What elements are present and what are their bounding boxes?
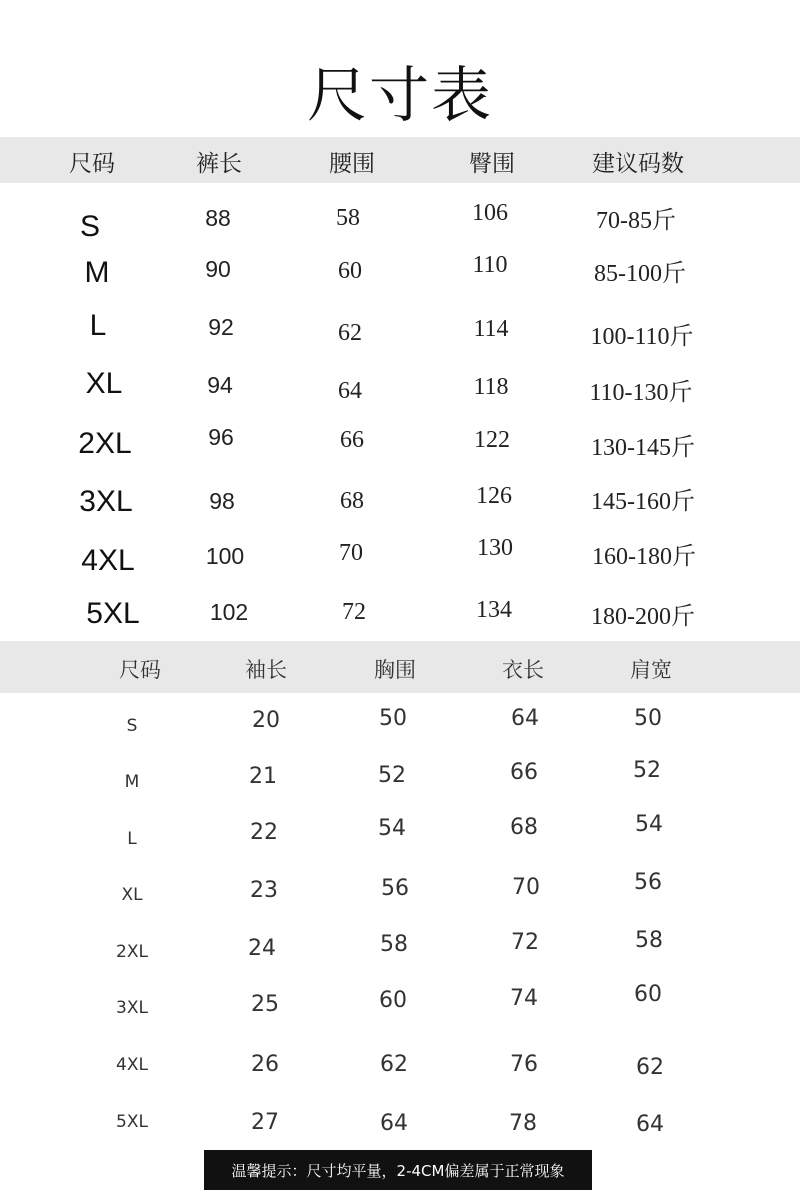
table2-row-l-shoulder: 54: [635, 812, 663, 837]
table1-row-m-waist: 60: [338, 258, 362, 284]
table2-row-xl-length: 70: [512, 875, 540, 900]
table1-row-5xl-waist: 72: [342, 599, 366, 625]
table2-row-xl-shoulder: 56: [634, 870, 662, 895]
table2-row-m-shoulder: 52: [633, 758, 661, 783]
footer-note-bar: [204, 1150, 592, 1190]
table2-row-s-sleeve: 20: [252, 708, 280, 733]
table1-header-hip: 臀围: [469, 151, 515, 177]
table2-row-3xl-chest: 60: [379, 988, 407, 1013]
table2-row-xl-sleeve: 23: [250, 878, 278, 903]
table1-row-3xl-length: 98: [209, 488, 235, 514]
table1-row-2xl-waist: 66: [340, 427, 364, 453]
table2-row-3xl-shoulder: 60: [634, 982, 662, 1007]
table1-row-3xl-waist: 68: [340, 488, 364, 514]
table2-row-5xl-shoulder: 64: [636, 1112, 664, 1137]
table2-row-m-chest: 52: [378, 763, 406, 788]
table1-header-pants-length: 裤长: [196, 151, 242, 177]
table1-header-size: 尺码: [69, 151, 115, 177]
table2-row-2xl-sleeve: 24: [248, 936, 276, 961]
table1-row-3xl-hip: 126: [476, 483, 512, 509]
table2-row-2xl-chest: 58: [380, 932, 408, 957]
table1-row-xl-length: 94: [207, 372, 233, 398]
table1-row-4xl-waist: 70: [339, 540, 363, 566]
table2-row-5xl-sleeve: 27: [251, 1110, 279, 1135]
page-title: 尺寸表: [307, 61, 493, 131]
table1-row-4xl-size: 4XL: [81, 544, 135, 577]
table1-row-m-size: M: [84, 256, 110, 289]
table1-row-5xl-size: 5XL: [86, 597, 140, 630]
footer-note: 温馨提示：尺寸均平量，2-4CM偏差属于正常现象: [231, 1161, 565, 1180]
table1-row-xl-hip: 118: [473, 374, 509, 400]
table1-row-5xl-length: 102: [209, 599, 249, 625]
table2-row-4xl-length: 76: [510, 1052, 538, 1077]
table2-row-s-size: S: [126, 716, 138, 736]
table2-row-5xl-chest: 64: [380, 1111, 408, 1136]
table2-row-4xl-chest: 62: [380, 1052, 408, 1077]
table2-row-xl-size: XL: [121, 885, 143, 905]
table2-row-l-sleeve: 22: [250, 820, 278, 845]
table2-header-shoulder: 肩宽: [630, 658, 672, 682]
table2-row-s-chest: 50: [379, 706, 407, 731]
table1-row-4xl-hip: 130: [477, 535, 513, 561]
table2-row-4xl-shoulder: 62: [636, 1055, 664, 1080]
table2-row-2xl-length: 72: [511, 930, 539, 955]
table1-row-2xl-length: 96: [208, 424, 234, 450]
table1-header-waist: 腰围: [329, 151, 375, 177]
table1-row-l-recommended: 100-110斤: [590, 324, 694, 350]
table2-row-s-length: 64: [511, 706, 539, 731]
table1-row-xl-recommended: 110-130斤: [589, 380, 693, 406]
table1-row-5xl-hip: 134: [476, 597, 512, 623]
table1-row-l-length: 92: [208, 314, 234, 340]
table1-row-s-size: S: [79, 210, 101, 243]
table1-row-3xl-size: 3XL: [79, 485, 133, 518]
table2-row-m-sleeve: 21: [249, 764, 277, 789]
table2-row-xl-chest: 56: [381, 876, 409, 901]
table1-row-l-waist: 62: [338, 320, 362, 346]
table2-header-length: 衣长: [502, 658, 544, 682]
table2-row-2xl-shoulder: 58: [635, 928, 663, 953]
table1-row-2xl-recommended: 130-145斤: [591, 435, 695, 461]
table1-row-3xl-recommended: 145-160斤: [591, 489, 695, 515]
table2-row-4xl-sleeve: 26: [251, 1052, 279, 1077]
table1-header-recommended: 建议码数: [592, 151, 684, 177]
table2-header-chest: 胸围: [374, 658, 416, 682]
table1-row-m-recommended: 85-100斤: [594, 261, 686, 287]
table2-header-size: 尺码: [119, 658, 161, 682]
table2-row-3xl-sleeve: 25: [251, 992, 279, 1017]
table2-row-m-length: 66: [510, 760, 538, 785]
table2-row-3xl-size: 3XL: [116, 998, 148, 1018]
table1-row-m-hip: 110: [472, 252, 508, 278]
table2-row-s-shoulder: 50: [634, 706, 662, 731]
table1-row-4xl-length: 100: [205, 543, 245, 569]
table1-row-4xl-recommended: 160-180斤: [592, 544, 696, 570]
table2-row-5xl-size: 5XL: [116, 1112, 148, 1132]
table1-row-xl-size: XL: [85, 367, 123, 400]
table1-row-s-recommended: 70-85斤: [596, 208, 676, 234]
table1-row-s-length: 88: [205, 205, 231, 231]
table1-row-2xl-size: 2XL: [78, 427, 132, 460]
table1-row-l-size: L: [89, 309, 107, 342]
table2-row-m-size: M: [124, 772, 140, 792]
table2-row-l-chest: 54: [378, 816, 406, 841]
table2-row-l-length: 68: [510, 815, 538, 840]
table2-header-sleeve: 袖长: [245, 658, 287, 682]
table2-row-5xl-length: 78: [509, 1111, 537, 1136]
table2-row-4xl-size: 4XL: [116, 1055, 148, 1075]
table1-row-s-hip: 106: [472, 200, 508, 226]
table2-row-3xl-length: 74: [510, 986, 538, 1011]
table1-row-l-hip: 114: [473, 316, 509, 342]
table1-row-m-length: 90: [205, 256, 231, 282]
table2-row-l-size: L: [127, 829, 137, 849]
table1-row-5xl-recommended: 180-200斤: [591, 604, 695, 630]
table1-row-s-waist: 58: [336, 205, 360, 231]
table2-row-2xl-size: 2XL: [116, 942, 148, 962]
table1-row-2xl-hip: 122: [474, 427, 510, 453]
table1-row-xl-waist: 64: [338, 378, 362, 404]
